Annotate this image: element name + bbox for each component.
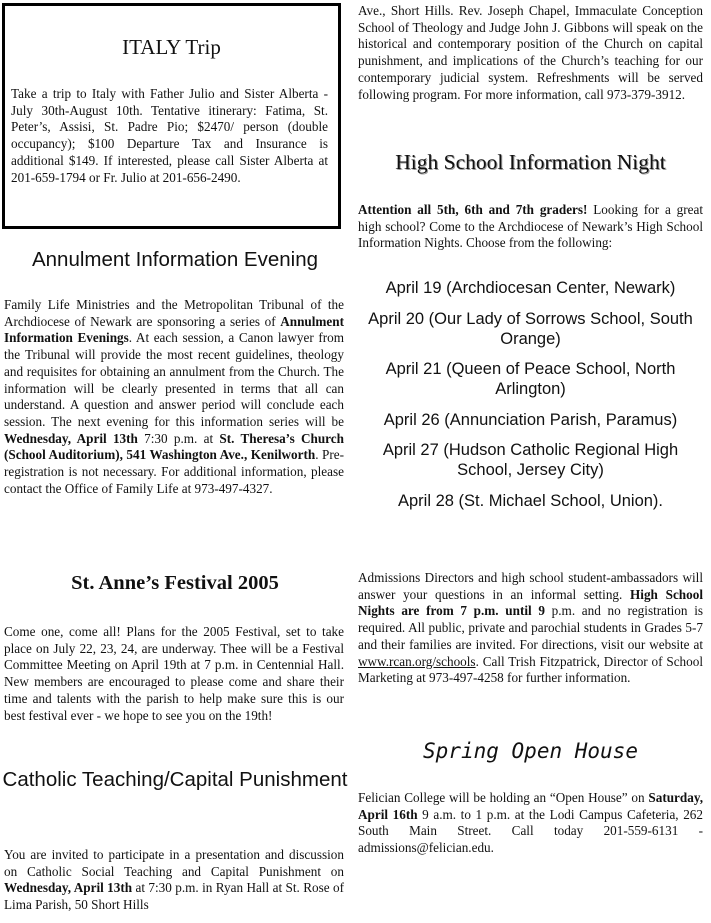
admissions-text-3: . Call Trish Fitzpatrick, Director of School Marketing at 973-497-4258 for further information. — [358, 653, 703, 686]
high-school-intro-bold: Attention all 5th, 6th and 7th graders! — [358, 202, 588, 217]
spring-text-2: 9 a.m. to 1 p.m. at the Lodi Campus Cafeteria, 262 South Main Street. Call today 201-559-6131 - admissions@felician.edu. — [358, 806, 703, 856]
date-item: April 20 (Our Lady of Sorrows School, South Orange) — [368, 309, 693, 348]
annulment-title: Annulment Information Evening — [31, 248, 319, 271]
annulment-body-text-4: . Pre-registration is not necessary. For additional information, please contact the Office of Family Life at 973-497-4327. — [4, 447, 344, 496]
spring-text-1: Felician College will be holding an “Open House” on — [358, 790, 649, 805]
schools-website-link[interactable]: www.rcan.org/schools — [358, 653, 476, 669]
date-item: April 27 (Hudson Catholic Regional High School, Jersey City) — [382, 441, 679, 479]
catholic-teaching-bold-1: Wednesday, April 13th — [4, 880, 133, 896]
admissions-bold: High School Nights are from 7 p.m. until 9 — [358, 586, 703, 619]
catholic-teaching-title: Catholic Teaching/Capital Punishment — [2, 768, 348, 791]
high-school-title: High School Information Night — [395, 150, 666, 174]
catholic-teaching-text-2: at 7:30 p.m. in Ryan Hall at St. Rose of Lima Parish, 50 Short Hills — [4, 880, 344, 913]
annulment-body-bold-2: Wednesday, April 13th — [4, 430, 138, 446]
date-item: April 21 (Queen of Peace School, North Arlington) — [385, 360, 676, 398]
high-school-intro — [358, 202, 703, 252]
st-anne-title: St. Anne’s Festival 2005 — [71, 572, 279, 594]
italy-trip-body: Take a trip to Italy with Father Julio and Sister Alberta - July 30th-August 10th. Tentative itinerary: Fatima, St. Peter’s, Assisi, St. Padre Pio; $2470/ person (double occupancy); $100 Departure Tax and Insurance is additional $149. If interested, please call Sister Alberta at 201-659-1794 or Fr. Julio at 201-656-2490. — [11, 86, 328, 185]
high-school-intro-text: Looking for a great high school? Come to the Archdiocese of Newark’s High School Information Nights. Choose from the following: — [358, 202, 703, 251]
admissions-text-2: p.m. and no registration is required. All public, private and parochial students in Grades 5-7 and their families are invited. For directions, visit our website at — [358, 603, 703, 652]
catholic-teaching-continued: Ave., Short Hills. Rev. Joseph Chapel, Immaculate Conception School of Theology and Judge John J. Gibbons will speak on the historical and contemporary position of the Church on capital punishment, and implications of the Church’s teaching for our contemporary judicial system. Refreshments will be served following program. For more information, call 973-379-3912. — [358, 3, 703, 102]
date-item: April 28 (St. Michael School, Union). — [397, 491, 664, 510]
date-item: April 26 (Annunciation Parish, Paramus) — [383, 410, 678, 429]
italy-trip-title: ITALY Trip — [122, 35, 221, 59]
annulment-body-text-3: 7:30 p.m. at — [137, 430, 220, 446]
catholic-teaching-body — [4, 847, 344, 914]
spring-open-house-body — [358, 790, 703, 857]
admissions-text-1: Admissions Directors and high school student-ambassadors will answer your questions in an informal setting. — [358, 570, 703, 602]
admissions-body — [358, 570, 703, 687]
annulment-body — [4, 297, 344, 497]
high-school-dates-list — [358, 278, 703, 521]
italy-trip-box — [2, 3, 341, 229]
spring-open-house-title: Spring Open House — [423, 739, 638, 763]
annulment-body-bold-1: Annulment Information Evenings — [4, 313, 344, 346]
date-item: April 19 (Archdiocesan Center, Newark) — [385, 279, 676, 297]
catholic-teaching-text-1: You are invited to participate in a presentation and discussion on Catholic Social Teaching and Capital Punishment on — [4, 847, 344, 879]
annulment-body-text-1: Family Life Ministries and the Metropolitan Tribunal of the Archdiocese of Newark are sponsoring a series of — [4, 297, 344, 329]
spring-bold-1: Saturday, April 16th — [358, 790, 703, 822]
annulment-body-text-2: . At each session, a Canon lawyer from the Tribunal will provide the most recent guidelines, theology and requisites for obtaining an annulment from the Church. The information will be clearly presented in terms that all can understand. A question and answer period will conclude each session. The next evening for this information series will be — [4, 330, 344, 429]
annulment-body-bold-3: St. Theresa’s Church (School Auditorium), 541 Washington Ave., Kenilworth — [4, 430, 344, 463]
st-anne-body: Come one, come all! Plans for the 2005 Festival, set to take place on July 22, 23, 24, are underway. Thee will be a Festival Committee Meeting on April 19th at 7 p.m. in Centennial Hall. New members are encouraged to please come and share their time and talents with the parish to help make sure this is our best festival ever - we hope to see you on the 19th! — [4, 624, 344, 723]
